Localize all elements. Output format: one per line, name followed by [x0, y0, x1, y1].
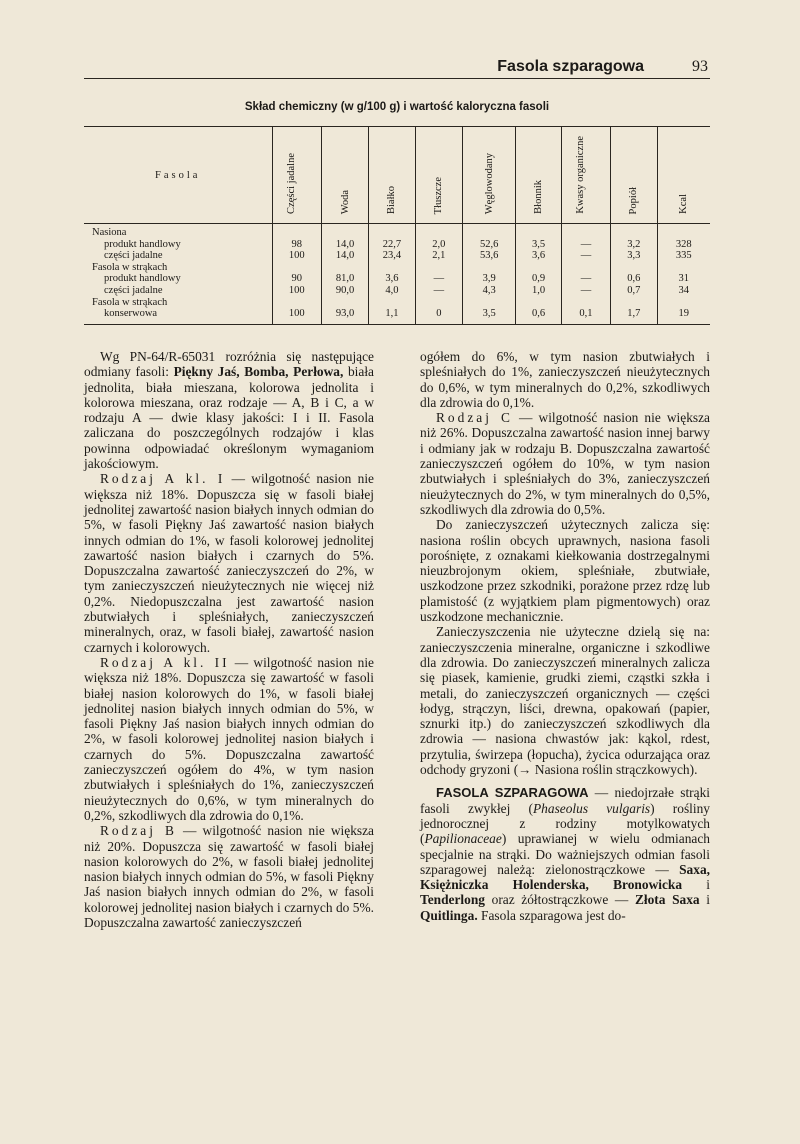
table-cell: — — [433, 284, 445, 296]
table-cell: — — [580, 238, 592, 250]
table-cell: 0 — [436, 308, 442, 320]
table-cell: 90 — [291, 273, 302, 285]
table-cell: 2,1 — [432, 250, 446, 262]
header-title: Fasola szparagowa — [497, 58, 644, 75]
row-label: Nasiona — [92, 227, 127, 238]
running-header — [84, 56, 710, 79]
table-cell: 328 — [675, 238, 692, 250]
table-cell: 19 — [678, 308, 690, 320]
table-cell: 1,0 — [532, 284, 546, 296]
table-cell: 52,6 — [480, 238, 499, 250]
table-cell: 31 — [678, 273, 690, 285]
table-cell: 98 — [291, 238, 302, 250]
column-header-woda: Woda — [321, 127, 368, 224]
cells-kcal — [657, 224, 710, 325]
table-cell: 90,0 — [335, 284, 355, 296]
table-cell: 0,7 — [627, 284, 641, 296]
table-cell: 53,6 — [480, 250, 499, 262]
table-cell: 81,0 — [335, 273, 355, 285]
table-cell: 3,6 — [385, 273, 399, 285]
paragraph-rodzaj-a-kl-1: Rodzaj A kl. I — wilgotność nasion nie większa niż 18%. Dopuszcza się w fasoli białej jednolitej zawartość nasion białych innych odmian do 5%, w fasoli Piękny Jaś zawartość nasion białych innych odmian do 1%, w fasoli kolorowej jednolitej zawartość nasion białych i czarnych do 5%. Dopuszczalna zawartość zanieczyszczeń do 2%, w tym zanieczyszczeń nieużytecznych nie więcej niż 0,2%. Niedopuszczalna jest zawartość nasion zbutwiałych i spleśniałych, zanieczyszczeń mineralnych, oraz, w fasoli białej, zawartość nasion czarnych i kolorowych. — [84, 471, 374, 655]
table-cell: 100 — [288, 308, 305, 320]
table-cell: 4,0 — [385, 284, 399, 296]
table-cell: 23,4 — [382, 250, 402, 262]
entry-headword: FASOLA SZPARAGOWA — [436, 785, 589, 801]
column-header-kwasy-organiczne: Kwasy organiczne — [561, 127, 610, 224]
table-cell: 14,0 — [335, 250, 355, 262]
table-cell: 0,9 — [532, 273, 546, 285]
row-label: produkt handlowy — [104, 238, 181, 250]
column-header-weglowodany: Węglowodany — [463, 127, 516, 224]
column-header-czesci-jadalne — [272, 127, 321, 224]
table-cell: 100 — [288, 250, 305, 262]
table-cell: 0,6 — [532, 308, 546, 320]
table-cell: 0,1 — [579, 308, 593, 320]
paragraph-rodzaj-c: Rodzaj C — wilgotność nasion nie większa niż 26%. Dopuszczalna zawartość nasion innej barwy i odmiany jak w rodzaju B. Dopuszczalna zawartość zanieczyszczeń ogółem do 10%, w tym nasion zbutwiałych i spleśniałych do 3%, zanieczyszczeń nieużytecznych do 2%, w tym mineralnych do 0,5%, szkodliwych dla zdrowia do 0,5%. — [420, 410, 710, 517]
table-body-row — [84, 224, 710, 325]
table-cell: — — [580, 284, 592, 296]
page-number: 93 — [692, 58, 708, 75]
row-label: części jadalne — [104, 250, 163, 262]
row-label: Fasola w strąkach — [92, 296, 168, 308]
table-cell: — — [433, 273, 445, 285]
table-cell: 22,7 — [382, 238, 402, 250]
column-header-label: Części jadalne — [285, 153, 297, 214]
table-cell: 3,6 — [532, 250, 546, 262]
column-header-popiol: Popiół — [611, 127, 657, 224]
table-cell: 2,0 — [432, 238, 446, 250]
table-cell: 93,0 — [335, 308, 355, 320]
column-header-bialko: Białko — [369, 127, 415, 224]
table-cell: 0,6 — [627, 273, 641, 285]
row-labels — [84, 224, 272, 325]
table-cell: 100 — [288, 284, 305, 296]
table-cell: 14,0 — [335, 238, 355, 250]
cells-bialko — [369, 224, 415, 325]
table-cell: 3,5 — [532, 238, 546, 250]
paragraph-useless-impurities: Zanieczyszczenia nie użyteczne dzielą się na: zanieczyszczenia mineralne, organiczne i szkodliwe dla zdrowia. Do zanieczyszczeń mineralnych zalicza się piasek, kamienie, grudki ziemi, cząstki szkła i metali, do zanieczyszczeń organicznych — części łodyg, strączyn, liści, drewna, opakowań (papier, sznurki itp.) do zanieczyszczeń szkodliwych dla zdrowia — nasiona chwastów jak: kąkol, rdest, przytulia, świrzepa (łopucha), życica odurzająca oraz odchody gryzoni (→ Nasiona roślin strączkowych). — [420, 624, 710, 778]
table-cell: — — [580, 273, 592, 285]
column-header-kcal: Kcal — [657, 127, 710, 224]
paragraph-useful-impurities: Do zanieczyszczeń użytecznych zalicza się: nasiona roślin obcych uprawnych, nasiona fasoli porośnięte, z oznakami kiełkowania dostrzegalnymi nieuzbrojonym okiem, spleśniałe, zbutwiałe, uszkodzone przez szkodniki, porażone przez rdzę lub plamistość (z wyjątkiem plam pigmentowych) oraz uszkodzone mechanicznie. — [420, 517, 710, 625]
paragraph-continuation: ogółem do 6%, w tym nasion zbutwiałych i spleśniałych do 1%, zanieczyszczeń nieużytecznych do 0,6%, w tym mineralnych do 0,2%, szkodliwych dla zdrowia do 0,1%. — [420, 349, 710, 410]
column-header-blonnik: Błonnik — [516, 127, 561, 224]
table-cell: 3,9 — [482, 273, 496, 285]
table-caption: Skład chemiczny (w g/100 g) i wartość kaloryczna fasoli — [244, 101, 550, 113]
cells-weglowodany — [463, 224, 516, 325]
paragraph-rodzaj-a-kl-2: Rodzaj A kl. II — wilgotność nasion nie większa niż 18%. Dopuszcza się zawartość w fasoli białej nasion kolorowych do 1%, w fasoli białej jednolitej nasion białych innych odmian do 5%, w fasoli Piękny Jaś nasion białych innych odmian do 2%, w fasoli kolorowej jednolitej nasion białych i czarnych do 5%. Dopuszczalna zawartość zanieczyszczeń ogółem do 4%, w tym nasion zbutwiałych i spleśniałych do 1%, zanieczyszczeń nieużytecznych do 0,6%, w tym mineralnych do 0,2%, szkodliwych dla zdrowia do 0,1%. — [84, 654, 374, 823]
row-label: Fasola w strąkach — [92, 261, 168, 273]
table-cell: 3,3 — [627, 250, 641, 262]
left-text-column — [84, 349, 374, 930]
cells-czesci-jadalne — [272, 224, 321, 325]
row-label: konserwowa — [104, 308, 158, 320]
paragraph-rodzaj-b: Rodzaj B — wilgotność nasion nie większa niż 20%. Dopuszcza się zawartość w fasoli białej nasion kolorowych do 2%, w fasoli białej jednolitej nasion białych innych odmian do 5%, w fasoli Piękny Jaś nasion białych innych odmian do 2%, w fasoli kolorowej jednolitej nasion białych i czarnych do 5%. Dopuszczalna zawartość zanieczyszczeń — [84, 823, 374, 930]
cells-kwasy-organiczne — [561, 224, 610, 325]
cells-popiol — [611, 224, 657, 325]
table-cell: 34 — [678, 284, 690, 296]
entry-fasola-szparagowa: FASOLA SZPARAGOWA — niedojrzałe strąki fasoli zwykłej (Phaseolus vulgaris) rośliny jednorocznej z rodziny motylkowatych (Papilionaceae) uprawianej w wielu odmianach specjalnie na strąki. Do ważniejszych odmian fasoli szparagowej należą: zielonostrączkowe — Saxa, Księżniczka Holenderska, Bronowicka i Tenderlong oraz żółtostrączkowe — Złota Saxa i Quitlinga. Fasola szparagowa jest do- — [420, 785, 711, 923]
cells-tluszcze — [415, 224, 462, 325]
paragraph-intro: Wg PN-64/R-65031 rozróżnia się następujące odmiany fasoli: Piękny Jaś, Bomba, Perłowa, biała jednolita, biała mieszana, kolorowa jednolita i kolorowa mieszana, oraz rodzaje — A, B i C, a w rodzaju A — dwie klasy jakości: I i II. Fasola zaliczana do poszczególnych rodzajów i klas powinna odpowiadać określonym wymaganiom jakościowym. — [84, 349, 374, 472]
column-header-fasola: Fasola — [84, 127, 272, 224]
table-cell: — — [580, 250, 592, 262]
table-cell: 3,2 — [627, 238, 641, 250]
table-cell: 1,1 — [385, 308, 399, 320]
composition-table — [84, 126, 710, 325]
right-text-column — [420, 349, 710, 923]
cells-woda — [321, 224, 368, 325]
table-cell: 3,5 — [482, 308, 496, 320]
table-cell: 4,3 — [482, 284, 496, 296]
table-header-row — [84, 127, 710, 224]
column-header-tluszcze: Tłuszcze — [415, 127, 462, 224]
row-label: produkt handlowy — [104, 273, 181, 285]
table-cell: 1,7 — [627, 308, 641, 320]
row-label: części jadalne — [104, 284, 163, 296]
cells-blonnik — [516, 224, 561, 325]
table-cell: 335 — [675, 250, 692, 262]
